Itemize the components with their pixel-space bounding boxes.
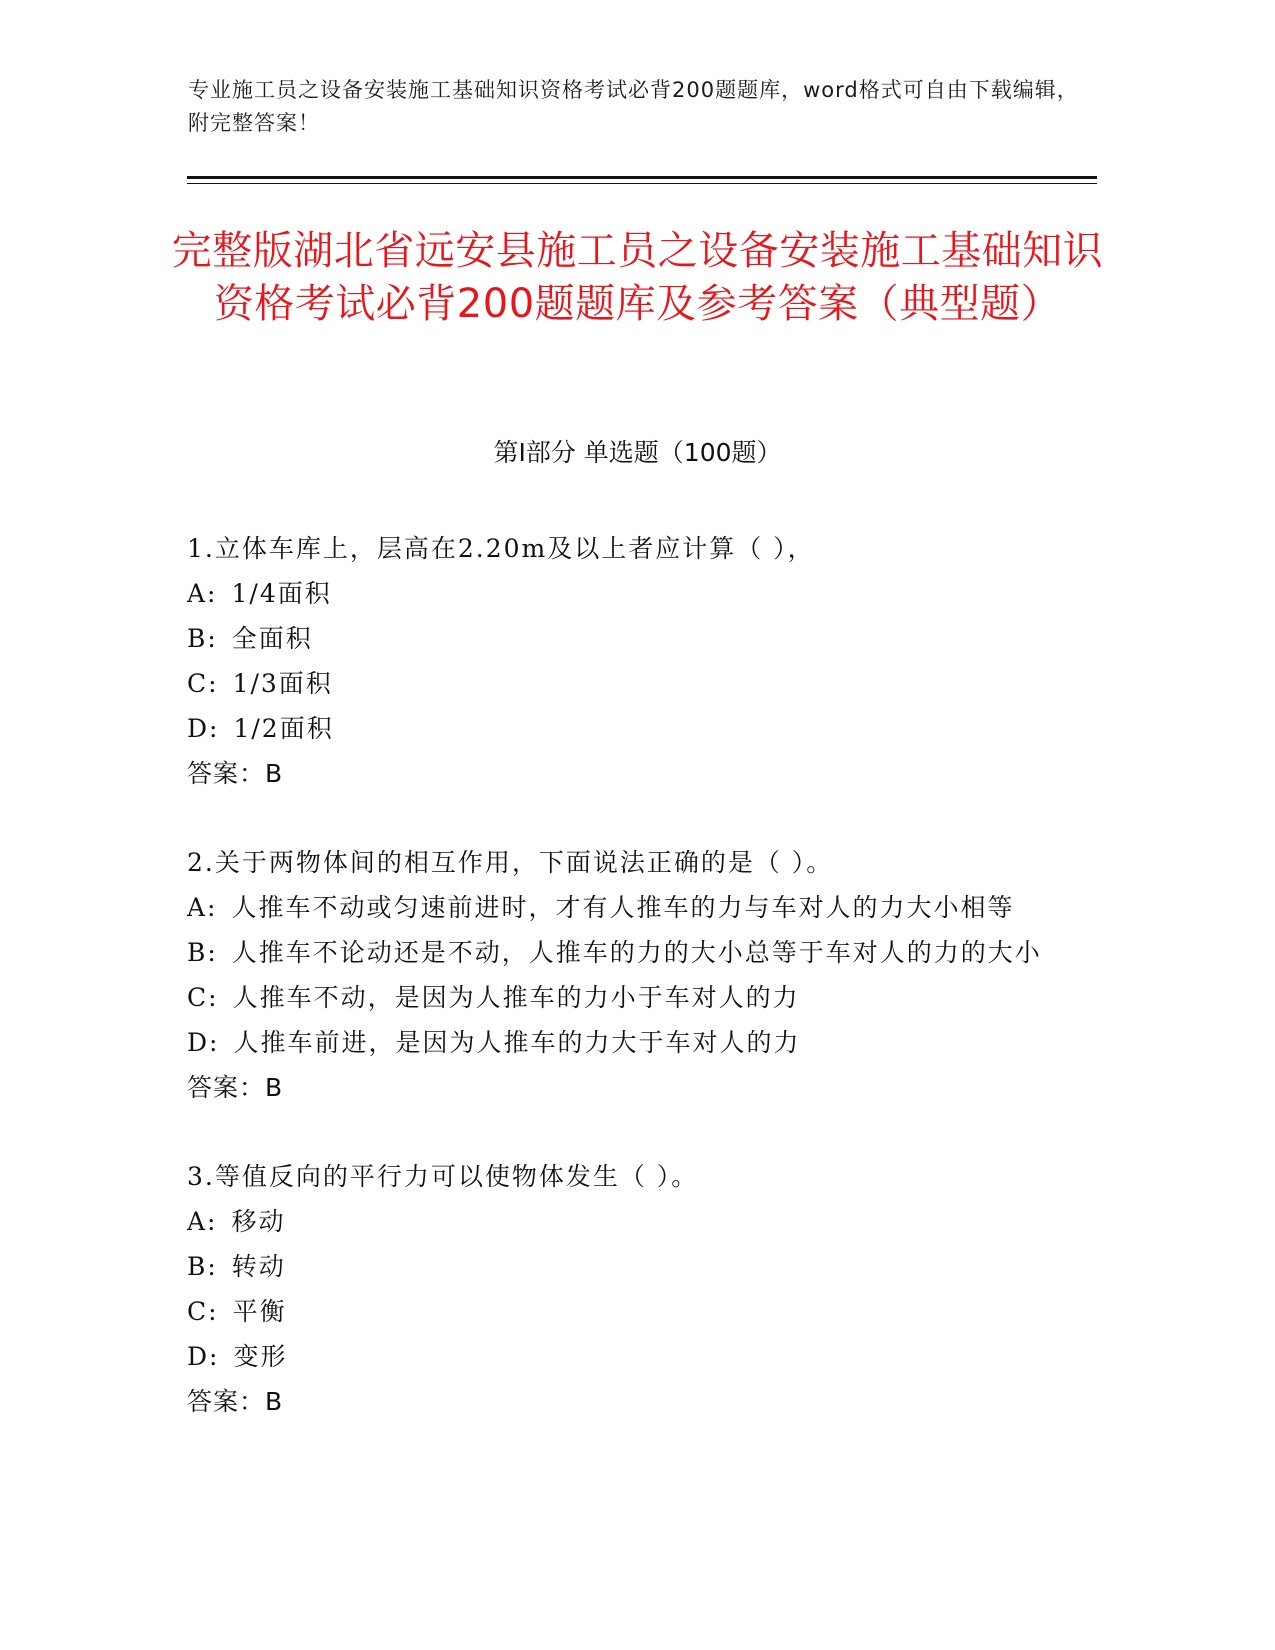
answer-value: B <box>265 1073 284 1102</box>
answer-line <box>187 1065 1087 1110</box>
option-letter: C: <box>187 1297 219 1326</box>
option-letter: A: <box>187 579 218 608</box>
question-stem: 3.等值反向的平行力可以使物体发生（ ）。 <box>187 1162 699 1191</box>
question-list <box>187 526 1087 1468</box>
answer-value: B <box>265 1387 284 1416</box>
option-letter: B: <box>187 1252 218 1281</box>
option-c <box>187 661 1087 706</box>
option-letter: D: <box>187 1342 220 1371</box>
option-c <box>187 1289 1087 1334</box>
option-letter: B: <box>187 938 218 967</box>
option-text: 平衡 <box>232 1297 287 1326</box>
document-title: 完整版湖北省远安县施工员之设备安装施工基础知识资格考试必背200题题库及参考答案（典型题） <box>171 228 1104 327</box>
option-b <box>187 616 1087 661</box>
answer-label: 答案： <box>187 759 266 788</box>
question-2 <box>187 840 1087 1110</box>
option-letter: C: <box>187 669 219 698</box>
section-title: 第I部分 单选题（100题） <box>493 438 782 467</box>
answer-line <box>187 1379 1087 1424</box>
option-text: 人推车不论动还是不动，人推车的力的大小总等于车对人的力的大小 <box>231 938 1042 967</box>
option-text: 全面积 <box>231 624 313 653</box>
header-rule-thick <box>187 176 1097 179</box>
option-letter: C: <box>187 983 219 1012</box>
answer-value: B <box>265 759 284 788</box>
option-text: 人推车不动，是因为人推车的力小于车对人的力 <box>232 983 800 1012</box>
option-text: 转动 <box>231 1252 286 1281</box>
header-note: 专业施工员之设备安装施工基础知识资格考试必背200题题库，word格式可自由下载编辑，附完整答案！ <box>188 78 1079 135</box>
question-stem: 2.关于两物体间的相互作用，下面说法正确的是（ ）。 <box>187 848 834 877</box>
option-text: 1/4面积 <box>231 579 332 608</box>
option-letter: A: <box>187 1207 218 1236</box>
option-text: 人推车前进，是因为人推车的力大于车对人的力 <box>233 1028 801 1057</box>
option-c <box>187 975 1087 1020</box>
answer-label: 答案： <box>187 1073 266 1102</box>
question-3 <box>187 1154 1087 1424</box>
option-a <box>187 885 1087 930</box>
option-d <box>187 1334 1087 1379</box>
option-d <box>187 706 1087 751</box>
option-a <box>187 1199 1087 1244</box>
question-stem: 1.立体车库上，层高在2.20m及以上者应计算（ ）， <box>187 534 815 563</box>
answer-line <box>187 751 1087 796</box>
option-letter: B: <box>187 624 218 653</box>
option-d <box>187 1020 1087 1065</box>
option-text: 移动 <box>231 1207 286 1236</box>
option-text: 1/3面积 <box>232 669 333 698</box>
option-text: 1/2面积 <box>233 714 334 743</box>
option-letter: D: <box>187 1028 220 1057</box>
option-text: 变形 <box>233 1342 288 1371</box>
option-letter: D: <box>187 714 220 743</box>
question-1 <box>187 526 1087 796</box>
option-b <box>187 930 1087 975</box>
answer-label: 答案： <box>187 1387 266 1416</box>
option-text: 人推车不动或匀速前进时，才有人推车的力与车对人的力大小相等 <box>231 893 1015 922</box>
option-b <box>187 1244 1087 1289</box>
header-rule-thin <box>187 183 1097 184</box>
option-a <box>187 571 1087 616</box>
option-letter: A: <box>187 893 218 922</box>
